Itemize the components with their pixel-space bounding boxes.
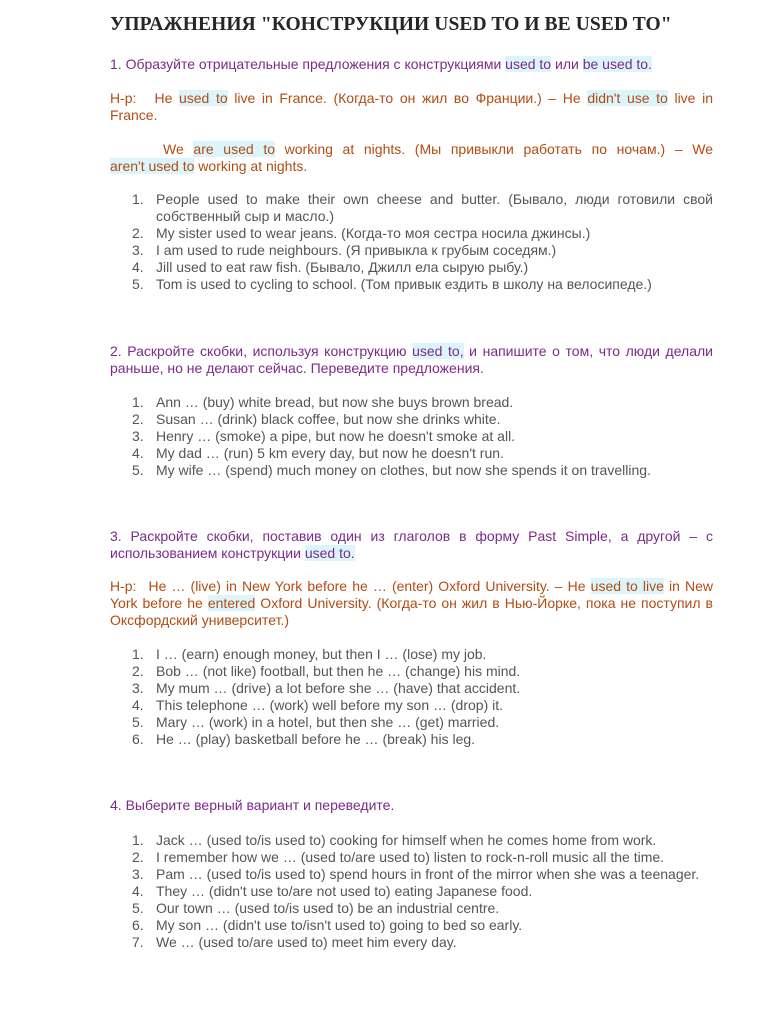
list-item: 2. I remember how we … (used to/are used to) listen to rock-n-roll music all the time. <box>132 849 665 865</box>
list-item: 5. Our town … (used to/is used to) be an industrial centre. <box>132 900 500 916</box>
list-item: 1. I … (earn) enough money, but then I … (lose) my job. <box>132 646 487 662</box>
list-item: 1. Ann … (buy) white bread, but now she buys brown bread. <box>132 394 514 410</box>
section1-example-2 <box>110 141 713 175</box>
section4-heading: 4. Выберите верный вариант и переведите. <box>110 797 395 813</box>
list-item: 6. He … (play) basketball before he … (break) his leg. <box>132 731 476 747</box>
list-item-text: Tom is used to cycling to school. (Том привык ездить в школу на велосипеде.) <box>156 276 652 292</box>
section3-list <box>110 646 713 748</box>
list-item: 5. Mary … (work) in a hotel, but then she … (get) married. <box>132 714 500 730</box>
example-text: working at nights. <box>194 158 308 174</box>
section3-heading <box>110 528 713 562</box>
list-item-text: Jack … (used to/is used to) cooking for himself when he comes home from work. <box>156 832 657 848</box>
list-item-text: My mum … (drive) a lot before she … (have) that accident. <box>156 680 521 696</box>
highlight-used-to: used to, <box>412 343 464 359</box>
section2-heading-text: и напишите о том, что люди делали раньше, но не делают сейчас. Переведите предложения. <box>110 343 713 376</box>
list-item: 5. Tom is used to cycling to school. (Том привык ездить в школу на велосипеде.) <box>132 276 652 292</box>
example-text: live in France. <box>110 90 713 123</box>
section2-list <box>110 394 713 479</box>
list-item-text: I … (earn) enough money, but then I … (lose) my job. <box>156 646 487 662</box>
list-item: 3. Henry … (smoke) a pipe, but now he doesn't smoke at all. <box>132 428 516 444</box>
example-text: We <box>163 141 194 157</box>
list-item-text: Bob … (not like) football, but then he … (change) his mind. <box>156 663 521 679</box>
list-item: 7. We … (used to/are used to) meet him every day. <box>132 934 457 950</box>
list-item-text: We … (used to/are used to) meet him every day. <box>156 934 457 950</box>
list-item-text: Our town … (used to/is used to) be an industrial centre. <box>156 900 500 916</box>
section3-heading-text: 3. Раскройте скобки, поставив один из глаголов в форму Past Simple, а другой – с использованием конструкции <box>110 528 713 561</box>
list-item-text: I am used to rude neighbours. (Я привыкла к грубым соседям.) <box>156 242 557 258</box>
list-item-text: My dad … (run) 5 km every day, but now he doesn't run. <box>156 445 504 461</box>
section2-heading <box>110 343 713 377</box>
example-text: He … (live) in New York before he … (enter) Oxford University. – He <box>148 578 591 594</box>
list-item-text: My son … (didn't use to/isn't used to) going to bed so early. <box>156 917 523 933</box>
section4-list <box>110 832 713 951</box>
page-title: УПРАЖНЕНИЯ "КОНСТРУКЦИИ USED TO И BE USED TO" <box>110 14 672 35</box>
example-highlight: entered <box>207 595 256 611</box>
list-item-text: Henry … (smoke) a pipe, but now he doesn't smoke at all. <box>156 428 516 444</box>
highlight-be-used-to: be used to. <box>582 56 652 72</box>
example-highlight: used to live <box>590 578 664 594</box>
list-item-text: Mary … (work) in a hotel, but then she … (get) married. <box>156 714 500 730</box>
section1-heading-or: или <box>551 56 583 72</box>
list-item-text: Pam … (used to/is used to) spend hours in front of the mirror when she was a teenager. <box>156 866 700 882</box>
section1-heading <box>110 56 713 73</box>
list-item-text: Ann … (buy) white bread, but now she buys brown bread. <box>156 394 514 410</box>
list-item: 4. They … (didn't use to/are not used to) eating Japanese food. <box>132 883 533 899</box>
list-item-text: People used to make their own cheese and butter. (Бывало, люди готовили свой собственный сыр и масло.) <box>156 191 713 224</box>
list-item: 2. Susan … (drink) black coffee, but now she drinks white. <box>132 411 501 427</box>
list-item: 1. People used to make their own cheese and butter. (Бывало, люди готовили свой собственный сыр и масло.) <box>132 191 713 224</box>
section1-list <box>110 191 713 293</box>
example-text: live in France. (Когда-то он жил во Франции.) – Не <box>227 90 588 106</box>
list-item-text: I remember how we … (used to/are used to) listen to rock-n-roll music all the time. <box>156 849 665 865</box>
example-text: working at nights. (Мы привыкли работать по ночам.) – We <box>275 141 713 157</box>
list-item: 2. Bob … (not like) football, but then he … (change) his mind. <box>132 663 521 679</box>
list-item: 5. My wife … (spend) much money on clothes, but now she spends it on travelling. <box>132 462 651 478</box>
section2-heading-text: 2. Раскройте скобки, используя конструкцию <box>110 343 413 359</box>
example-text: Oxford University. (Когда-то он жил в Нью-Йорке, пока не поступил в Оксфордский университет.) <box>110 595 713 628</box>
list-item: 2. My sister used to wear jeans. (Когда-то моя сестра носила джинсы.) <box>132 225 591 241</box>
example-text: in New York before he <box>110 578 713 611</box>
list-item: 3. I am used to rude neighbours. (Я привыкла к грубым соседям.) <box>132 242 557 258</box>
list-item: 3. Pam … (used to/is used to) spend hours in front of the mirror when she was a teenager. <box>132 866 700 882</box>
example-prefix: Н-р: <box>110 90 137 106</box>
section1-example-1 <box>110 90 713 124</box>
list-item-text: My wife … (spend) much money on clothes, but now she spends it on travelling. <box>156 462 651 478</box>
list-item: 3. My mum … (drive) a lot before she … (have) that accident. <box>132 680 521 696</box>
list-item-text: My sister used to wear jeans. (Когда-то моя сестра носила джинсы.) <box>156 225 591 241</box>
example-prefix: Н-р: <box>110 578 137 594</box>
section1-heading-text: 1. Образуйте отрицательные предложения с конструкциями <box>110 56 506 72</box>
list-item: 4. My dad … (run) 5 km every day, but now he doesn't run. <box>132 445 504 461</box>
highlight-used-to: used to <box>505 56 552 72</box>
example-text: Не <box>154 90 179 106</box>
list-item-text: Susan … (drink) black coffee, but now she drinks white. <box>156 411 501 427</box>
list-item-text: He … (play) basketball before he … (break) his leg. <box>156 731 476 747</box>
list-item: 6. My son … (didn't use to/isn't used to) going to bed so early. <box>132 917 523 933</box>
list-item-text: They … (didn't use to/are not used to) eating Japanese food. <box>156 883 533 899</box>
section3-example <box>110 578 713 629</box>
example-highlight: aren't used to <box>110 158 195 174</box>
list-item-text: This telephone … (work) well before my son … (drop) it. <box>156 697 504 713</box>
list-item-text: Jill used to eat raw fish. (Бывало, Джилл ела сырую рыбу.) <box>156 259 529 275</box>
highlight-used-to: used to. <box>304 545 355 561</box>
example-highlight: didn't use to <box>587 90 668 106</box>
example-highlight: used to <box>178 90 228 106</box>
list-item: 4. This telephone … (work) well before my son … (drop) it. <box>132 697 504 713</box>
list-item: 4. Jill used to eat raw fish. (Бывало, Джилл ела сырую рыбу.) <box>132 259 529 275</box>
example-highlight: are used to <box>193 141 275 157</box>
list-item: 1. Jack … (used to/is used to) cooking for himself when he comes home from work. <box>132 832 657 848</box>
